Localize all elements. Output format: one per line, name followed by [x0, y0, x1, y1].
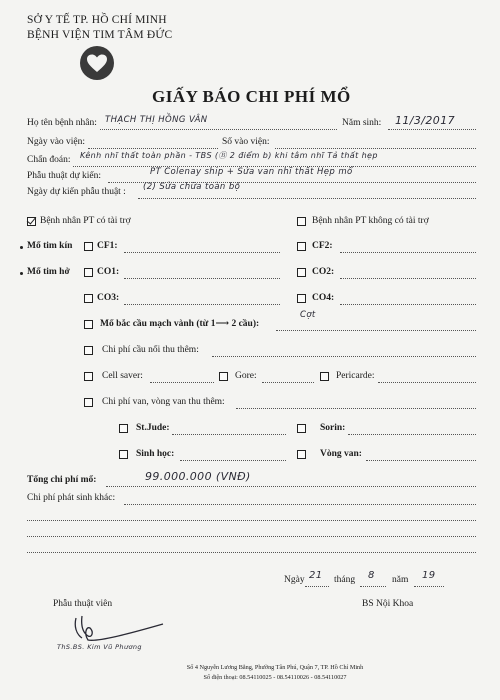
gore-checkbox[interactable] [219, 372, 228, 381]
cf1-label: CF1: [97, 241, 118, 251]
cell-saver-label: Cell saver: [102, 371, 143, 381]
bypass-checkbox[interactable] [84, 320, 93, 329]
date-year-label: năm [392, 575, 409, 585]
not-sponsored-label: Bệnh nhân PT không có tài trợ [312, 216, 429, 226]
co4-checkbox[interactable] [297, 294, 306, 303]
cf2-label: CF2: [312, 241, 333, 251]
patient-name-value: THẠCH THỊ HỒNG VÂN [105, 115, 208, 125]
bio-valve-label: Sinh học: [136, 449, 175, 459]
date-month-label: tháng [334, 575, 356, 585]
total-cost-line [106, 486, 476, 487]
diagnosis-label: Chẩn đoán: [27, 155, 71, 165]
admission-number-label: Số vào viện: [222, 137, 270, 147]
sorin-line [348, 434, 476, 435]
cf2-line [340, 252, 476, 253]
co3-label: CO3: [97, 293, 120, 303]
co3-checkbox[interactable] [84, 294, 93, 303]
planned-surgery-date-value: (2) Sửa chữa toàn bộ [143, 182, 241, 192]
total-cost-value: 99.000.000 (VNĐ) [145, 470, 251, 483]
date-day-line [305, 586, 329, 587]
incidental-line-4 [27, 552, 476, 553]
hospital-name: BỆNH VIỆN TIM TÂM ĐỨC [27, 29, 173, 41]
total-cost-label: Tổng chi phí mổ: [27, 475, 97, 485]
not-sponsored-checkbox[interactable] [297, 217, 306, 226]
incidental-line-2 [27, 520, 476, 521]
hospital-address: Số 4 Nguyễn Lương Bằng, Phường Tân Phú, Quận 7, TP. Hồ Chí Minh [186, 664, 364, 671]
incidental-line-3 [27, 536, 476, 537]
planned-procedure-label: Phẫu thuật dự kiến: [27, 171, 102, 181]
patient-name-label: Họ tên bệnh nhân: [27, 118, 97, 128]
surgeon-name: ThS.BS. Kim Vũ Phương [57, 643, 142, 651]
cell-saver-line [150, 382, 214, 383]
admission-date-label: Ngày vào viện: [27, 137, 86, 147]
surgeon-label: Phẫu thuật viên [53, 599, 113, 609]
co3-line [124, 304, 280, 305]
co2-line [340, 278, 476, 279]
gore-label: Gore: [235, 371, 257, 381]
heart-logo-icon [79, 45, 115, 81]
date-year-value: 19 [422, 570, 436, 581]
date-day-label: Ngày [284, 575, 305, 585]
valve-cost-checkbox[interactable] [84, 398, 93, 407]
bypass-line [276, 330, 476, 331]
date-month-line [360, 586, 386, 587]
bypass-label: Mổ bắc cầu mạch vành (từ 1⟶ 2 cầu): [100, 319, 260, 329]
department-name: SỞ Y TẾ TP. HỒ CHÍ MINH [27, 14, 167, 26]
date-month-value: 8 [368, 570, 375, 581]
hospital-phone: Số điện thoại: 08.54110025 - 08.54110026 - 08.54110027 [203, 674, 347, 681]
valve-ring-line [366, 460, 476, 461]
valve-cost-label: Chi phí van, vòng van thu thêm: [102, 397, 225, 407]
co1-label: CO1: [97, 267, 120, 277]
date-year-line [414, 586, 444, 587]
document-title: GIẤY BÁO CHI PHÍ MỔ [152, 87, 351, 106]
planned-surgery-date-label: Ngày dự kiến phẫu thuật : [27, 187, 126, 197]
incidental-cost-label: Chi phí phát sinh khác: [27, 493, 116, 503]
admission-date-line [88, 148, 218, 149]
bridge-cost-label: Chi phí cầu nối thu thêm: [102, 345, 199, 355]
cf2-checkbox[interactable] [297, 242, 306, 251]
internal-doctor-label: BS Nội Khoa [362, 599, 414, 609]
co1-line [124, 278, 280, 279]
sorin-checkbox[interactable] [297, 424, 306, 433]
sponsored-checkbox[interactable] [27, 217, 36, 226]
bridge-cost-checkbox[interactable] [84, 346, 93, 355]
valve-cost-line [236, 408, 476, 409]
co2-label: CO2: [312, 267, 335, 277]
st-jude-line [172, 434, 286, 435]
st-jude-label: St.Jude: [136, 423, 170, 433]
cf1-checkbox[interactable] [84, 242, 93, 251]
valve-ring-label: Vòng van: [320, 449, 362, 459]
co1-checkbox[interactable] [84, 268, 93, 277]
pericarde-checkbox[interactable] [320, 372, 329, 381]
planned-surgery-date-line [138, 198, 476, 199]
date-day-value: 21 [309, 570, 323, 581]
planned-procedure-value: PT Colenay ship + Sửa van nhĩ thất Hẹp mổ [150, 167, 353, 177]
gore-line [262, 382, 314, 383]
closed-surgery-label: Mổ tim kín [27, 241, 73, 251]
patient-name-line [100, 129, 337, 130]
cell-saver-checkbox[interactable] [84, 372, 93, 381]
birth-year-line [388, 129, 476, 130]
sorin-label: Sorin: [320, 423, 346, 433]
incidental-line-1 [124, 504, 476, 505]
open-surgery-label: Mổ tim hở [27, 267, 70, 277]
bullet-icon [20, 272, 23, 275]
valve-ring-checkbox[interactable] [297, 450, 306, 459]
cf1-line [124, 252, 280, 253]
birth-year-value: 11/3/2017 [395, 114, 456, 127]
co4-line [340, 304, 476, 305]
co4-label: CO4: [312, 293, 335, 303]
pericarde-label: Pericarde: [336, 371, 375, 381]
pericarde-line [378, 382, 476, 383]
st-jude-checkbox[interactable] [119, 424, 128, 433]
birth-year-label: Năm sinh: [342, 118, 382, 128]
admission-number-line [275, 148, 476, 149]
bio-valve-line [180, 460, 286, 461]
bio-valve-checkbox[interactable] [119, 450, 128, 459]
bullet-icon [20, 246, 23, 249]
bridge-cost-line [212, 356, 476, 357]
bypass-value: Cợt [300, 310, 316, 320]
co2-checkbox[interactable] [297, 268, 306, 277]
diagnosis-value: Kênh nhĩ thất toàn phần - TBS (Ⓑ 2 điểm b) khi tâm nhĩ Tả thất hẹp [80, 151, 378, 160]
sponsored-label: Bệnh nhân PT có tài trợ [40, 216, 131, 226]
